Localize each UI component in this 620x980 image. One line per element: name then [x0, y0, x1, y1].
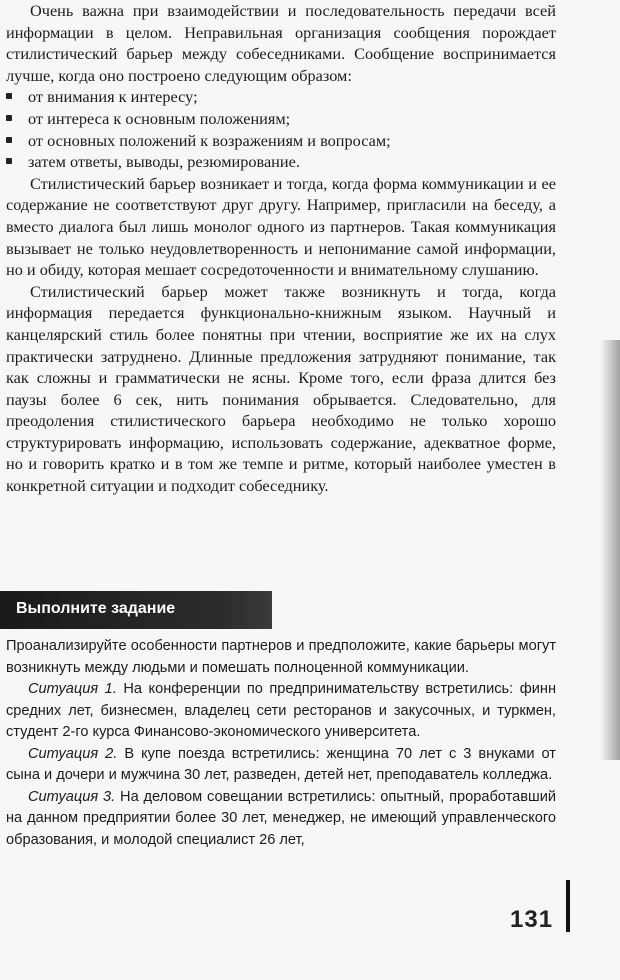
situation-item	[6, 679, 556, 744]
page-edge-mark	[566, 880, 570, 932]
situation-label: Ситуация 1.	[28, 681, 117, 697]
page-edge-shadow	[600, 340, 620, 760]
situation-text: В купе поезда встретились: женщина 70 лет с 3 внуками от сына и дочери и мужчина 30 лет, разведен, детей нет, преподаватель колледжа.	[6, 745, 556, 783]
list-item: затем ответы, выводы, резюмирование.	[6, 151, 556, 173]
situation-text: На конференции по предпринимательству встретились: финн средних лет, бизнесмен, владелец сети ресторанов и закусочных, и туркмен, студент 2-го курса Финансово-экономического университета.	[6, 681, 556, 740]
task-banner	[0, 591, 272, 629]
situation-label: Ситуация 2.	[28, 745, 118, 762]
situation-item	[6, 744, 556, 787]
main-text-block	[6, 0, 556, 497]
list-item: от внимания к интересу;	[6, 86, 556, 108]
page-number: 131	[510, 906, 554, 933]
bullet-icon	[6, 158, 12, 164]
bullet-list	[6, 86, 556, 172]
bullet-icon	[6, 115, 12, 121]
task-banner-title: Выполните задание	[16, 600, 176, 617]
situation-label: Ситуация 3.	[28, 788, 116, 805]
paragraph-message-sequence: Очень важна при взаимодействии и последовательность передачи всей информации в целом. Неправильная организация сообщения порождает стилистический барьер между собеседниками. Сообщение воспринимается лучше, когда оно построено следующим образом:	[6, 1, 556, 85]
list-item: от основных положений к возражениям и вопросам;	[6, 130, 556, 152]
task-text-block	[6, 636, 556, 851]
task-intro: Проанализируйте особенности партнеров и предположите, какие барьеры могут возникнуть между людьми и помешать полноценной коммуникации.	[6, 638, 556, 676]
situation-text: На деловом совещании встретились: опытный, проработавший на данном предприятии более 30 лет, менеджер, не имеющий управленческого образования, и молодой специалист 26 лет,	[6, 788, 556, 848]
paragraph-stylistic-barrier-language: Стилистический барьер может также возникнуть и тогда, когда информация передается функционально-книжным языком. Научный и канцелярский стиль более понятны при чтении, восприятие же их на слух практически затруднено. Длинные предложения затрудняют понимание, так как сложны и грамматически не ясны. Кроме того, если фраза длится без паузы более 6 сек, нить понимания обрывается. Следовательно, для преодоления стилистического барьера необходимо не только хорошо структурировать информацию, использовать содержание, адекватное форме, но и говорить кратко и в том же темпе и ритме, который наиболее уместен в конкретной ситуации и подходит собеседнику.	[6, 281, 556, 496]
bullet-icon	[6, 93, 12, 99]
list-item: от интереса к основным положениям;	[6, 108, 556, 130]
bullet-icon	[6, 137, 12, 143]
paragraph-stylistic-barrier-form: Стилистический барьер возникает и тогда, когда форма коммуникации и ее содержание не соответствуют друг другу. Например, пригласили на беседу, а вместо диалога был лишь монолог одного из партнеров. Такая коммуникация вызывает не только неудовлетворенность и непонимание самой информации, но и обиду, которая мешает сосредоточенности и внимательному слушанию.	[6, 173, 556, 280]
situation-item	[6, 787, 556, 852]
